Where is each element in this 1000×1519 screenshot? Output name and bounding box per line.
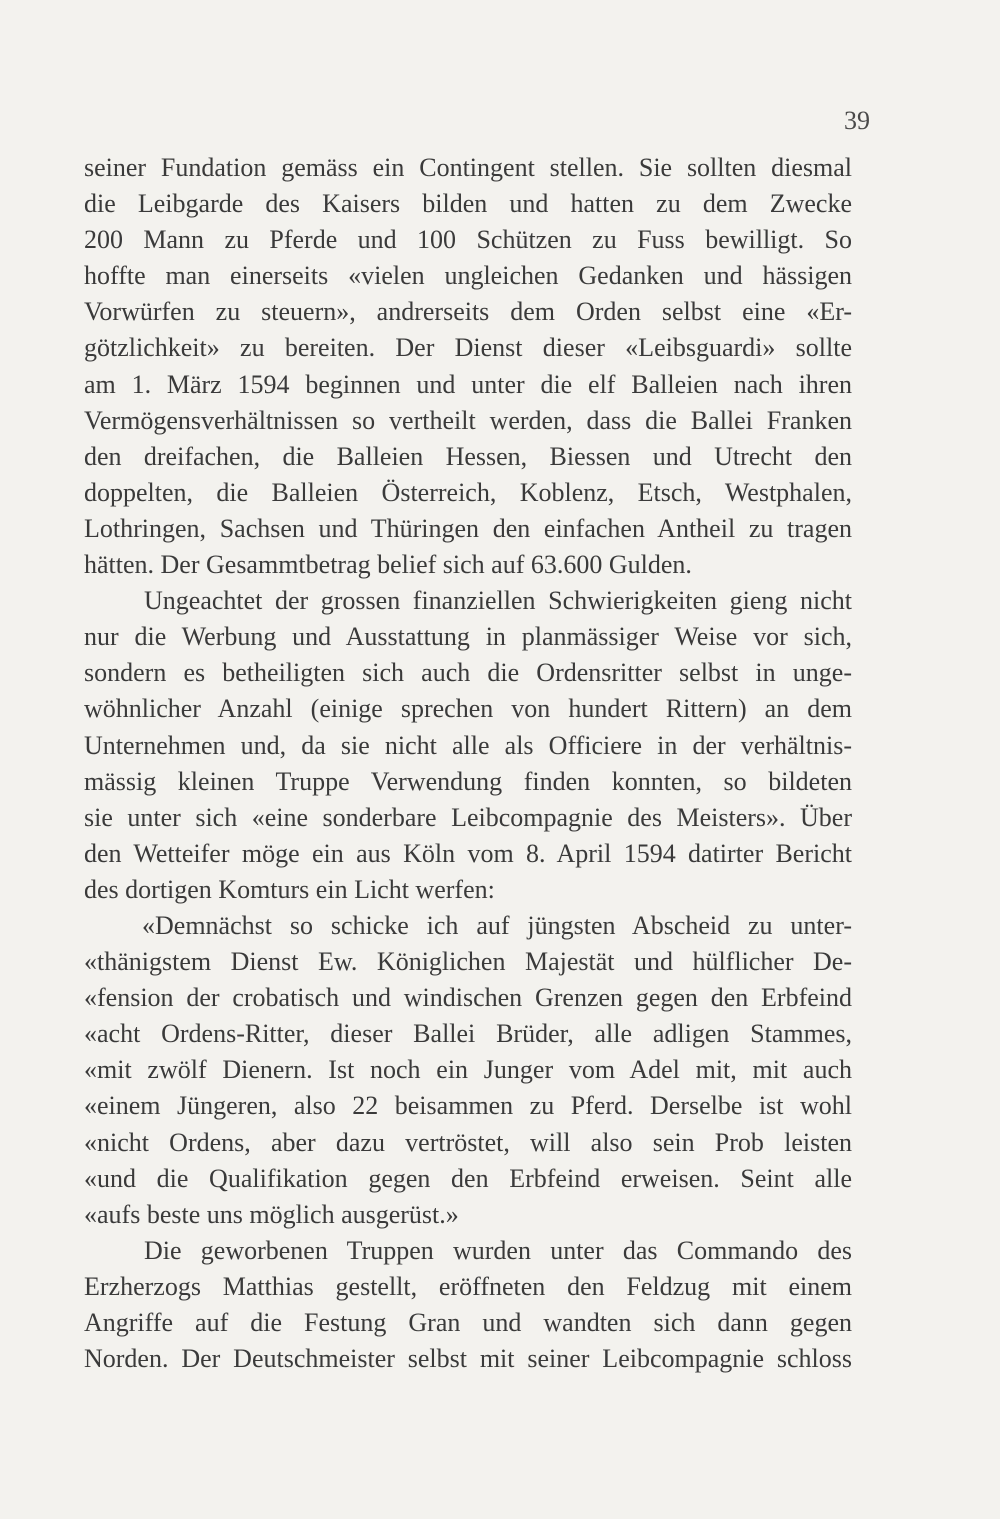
text-line: «und die Qualifikation gegen den Erbfeind erweisen. Seint alle (84, 1163, 852, 1193)
text-line: Lothringen, Sachsen und Thüringen den einfachen Antheil zu tragen (84, 513, 852, 543)
page-number: 39 (844, 106, 870, 135)
text-line: «einem Jüngeren, also 22 beisammen zu Pferd. Derselbe ist wohl (84, 1091, 852, 1121)
text-line: des dortigen Komturs ein Licht werfen: (84, 874, 495, 904)
text-line: «mit zwölf Dienern. Ist noch ein Junger vom Adel mit, mit auch (84, 1055, 852, 1085)
text-line: «fension der crobatisch und windischen Grenzen gegen den Erbfeind (84, 983, 852, 1013)
text-line: am 1. März 1594 beginnen und unter die elf Balleien nach ihren (84, 369, 852, 399)
text-line: Vorwürfen zu steuern», andrerseits dem Orden selbst eine «Er- (84, 297, 852, 327)
text-line: den dreifachen, die Balleien Hessen, Biessen und Utrecht den (84, 441, 852, 471)
text-line: Erzherzogs Matthias gestellt, eröffneten den Feldzug mit einem (84, 1271, 852, 1301)
text-line: mässig kleinen Truppe Verwendung finden konnten, so bildeten (84, 766, 852, 796)
text-line: Ungeachtet der grossen finanziellen Schwierigkeiten gieng nicht (144, 586, 852, 616)
text-line: seiner Fundation gemäss ein Contingent stellen. Sie sollten diesmal (84, 153, 852, 182)
text-line: nur die Werbung und Ausstattung in planmässiger Weise vor sich, (84, 622, 852, 652)
text-line: sie unter sich «eine sonderbare Leibcompagnie des Meisters». Über (84, 802, 852, 832)
text-line: doppelten, die Balleien Österreich, Koblenz, Etsch, Westphalen, (84, 477, 852, 507)
text-line: «acht Ordens-Ritter, dieser Ballei Brüder, alle adligen Stammes, (84, 1019, 852, 1049)
text-line: die Leibgarde des Kaisers bilden und hatten zu dem Zwecke (84, 189, 852, 219)
text-line: wöhnlicher Anzahl (einige sprechen von hundert Rittern) an dem (84, 694, 852, 724)
text-line: «aufs beste uns möglich ausgerüst.» (84, 1199, 459, 1229)
text-line: götzlichkeit» zu bereiten. Der Dienst dieser «Leibsguardi» sollte (84, 333, 852, 363)
text-line: «Demnächst so schicke ich auf jüngsten Abscheid zu unter- (142, 910, 852, 940)
text-line: «thänigstem Dienst Ew. Königlichen Majestät und hülflicher De- (84, 947, 852, 977)
text-line: «nicht Ordens, aber dazu vertröstet, will also sein Prob leisten (84, 1127, 852, 1157)
text-line: 200 Mann zu Pferde und 100 Schützen zu Fuss bewilligt. So (84, 225, 852, 255)
text-line: Vermögensverhältnissen so vertheilt werden, dass die Ballei Franken (84, 405, 852, 435)
body-text (84, 150, 852, 1377)
text-line: den Wetteifer möge ein aus Köln vom 8. April 1594 datirter Bericht (84, 838, 852, 868)
text-line: Unternehmen und, da sie nicht alle als Officiere in der verhältnis- (84, 730, 852, 760)
text-line: Norden. Der Deutschmeister selbst mit seiner Leibcompagnie schloss (84, 1344, 852, 1374)
text-line: hätten. Der Gesammtbetrag belief sich auf 63.600 Gulden. (84, 550, 692, 580)
text-line: hoffte man einerseits «vielen ungleichen Gedanken und hässigen (84, 261, 852, 291)
text-line: sondern es betheiligten sich auch die Ordensritter selbst in unge- (84, 658, 852, 688)
text-line: Angriffe auf die Festung Gran und wandten sich dann gegen (84, 1308, 852, 1337)
text-line: Die geworbenen Truppen wurden unter das Commando des (144, 1235, 852, 1265)
